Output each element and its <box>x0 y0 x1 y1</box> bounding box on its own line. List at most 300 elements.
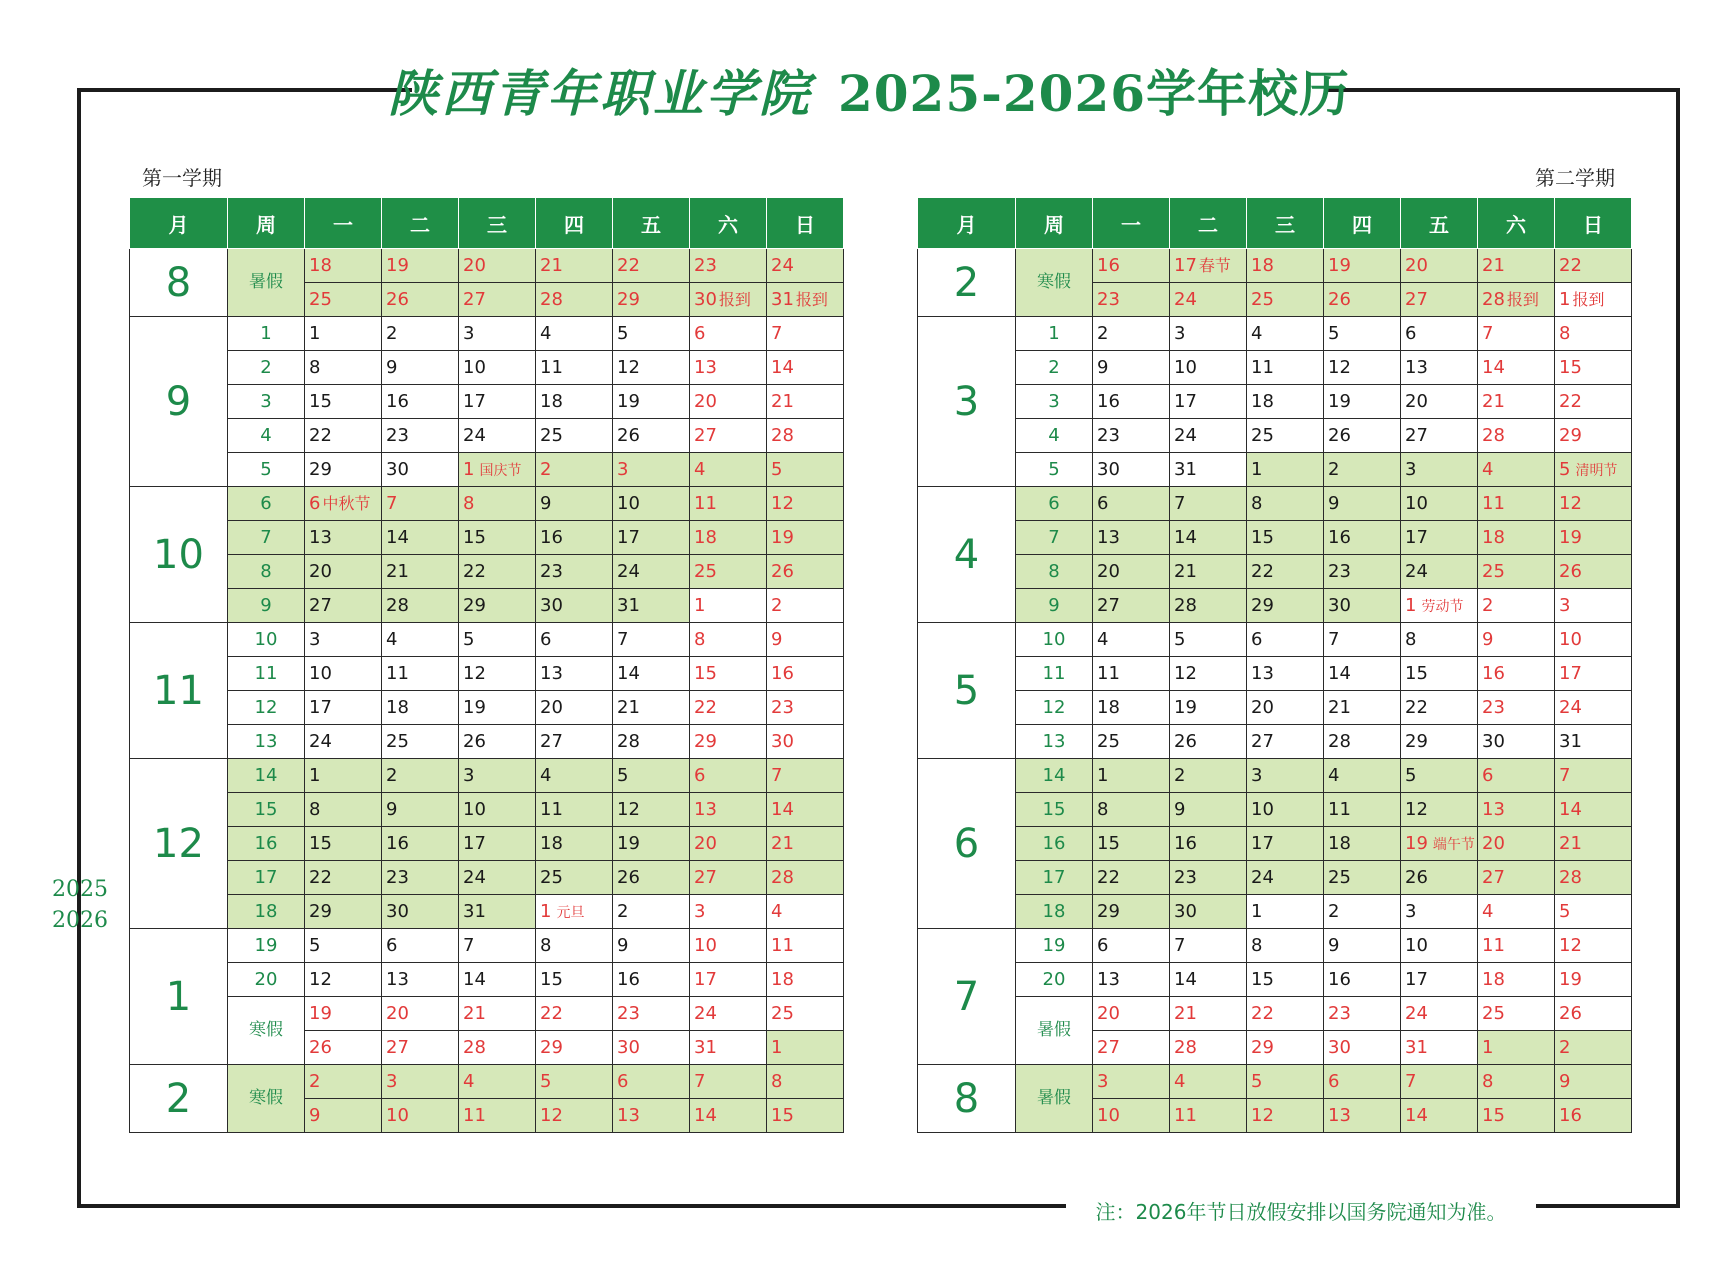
week-number: 9 <box>1016 589 1093 623</box>
day-number: 19 <box>771 526 794 548</box>
day-cell <box>459 1065 536 1099</box>
day-cell <box>305 963 382 997</box>
day-number: 4 <box>540 764 552 786</box>
day-cell <box>382 759 459 793</box>
week-row <box>130 997 844 1031</box>
day-cell <box>1170 1099 1247 1133</box>
day-cell <box>767 249 844 283</box>
day-number: 20 <box>309 560 332 582</box>
week-number: 11 <box>228 657 305 691</box>
day-cell <box>1247 487 1324 521</box>
day-number: 10 <box>617 492 640 514</box>
day-number: 1 <box>1251 458 1263 480</box>
day-number: 1 <box>1251 900 1263 922</box>
day-cell <box>767 589 844 623</box>
week-number: 19 <box>1016 929 1093 963</box>
day-number: 19 <box>617 832 640 854</box>
day-number: 26 <box>386 288 409 310</box>
day-cell <box>305 725 382 759</box>
day-cell <box>1555 555 1632 589</box>
header-row <box>130 198 844 249</box>
day-cell <box>459 963 536 997</box>
day-cell <box>1401 351 1478 385</box>
day-number: 10 <box>309 662 332 684</box>
day-cell <box>1478 793 1555 827</box>
week-row <box>130 759 844 793</box>
day-cell <box>382 623 459 657</box>
day-number: 27 <box>1097 594 1120 616</box>
week-row <box>918 929 1632 963</box>
day-number: 11 <box>1328 798 1351 820</box>
day-cell <box>459 1031 536 1065</box>
day-number: 31 <box>1559 730 1582 752</box>
day-cell <box>459 317 536 351</box>
school-name: 陕西青年职业学院 <box>387 64 812 123</box>
day-number: 26 <box>1328 288 1351 310</box>
day-number: 1 <box>540 900 552 922</box>
day-number: 21 <box>386 560 409 582</box>
break-label: 寒假 <box>1016 249 1093 317</box>
week-row <box>918 1065 1632 1099</box>
day-cell <box>1478 997 1555 1031</box>
day-cell <box>690 1031 767 1065</box>
day-number: 17 <box>1174 254 1197 276</box>
day-number: 22 <box>540 1002 563 1024</box>
day-number: 9 <box>1097 356 1109 378</box>
day-cell <box>1324 453 1401 487</box>
day-number: 16 <box>1328 526 1351 548</box>
week-row <box>918 861 1632 895</box>
day-cell <box>536 487 613 521</box>
day-number: 16 <box>1482 662 1505 684</box>
day-cell <box>536 317 613 351</box>
day-number: 10 <box>1405 492 1428 514</box>
day-cell <box>1401 759 1478 793</box>
day-number: 19 <box>1328 390 1351 412</box>
day-number: 20 <box>386 1002 409 1024</box>
week-number: 18 <box>228 895 305 929</box>
day-number: 2 <box>1174 764 1186 786</box>
day-cell <box>536 1065 613 1099</box>
header-cell: 月 <box>918 198 1016 249</box>
header-cell: 五 <box>613 198 690 249</box>
day-cell <box>767 317 844 351</box>
day-number: 31 <box>771 288 794 310</box>
day-cell <box>690 827 767 861</box>
day-number: 8 <box>540 934 552 956</box>
day-cell <box>690 283 767 317</box>
day-cell <box>1093 793 1170 827</box>
day-number: 26 <box>617 424 640 446</box>
day-number: 16 <box>1174 832 1197 854</box>
day-cell <box>767 759 844 793</box>
day-number: 8 <box>1482 1070 1494 1092</box>
day-cell <box>382 793 459 827</box>
day-cell <box>1401 555 1478 589</box>
day-cell <box>1247 555 1324 589</box>
day-number: 9 <box>1328 492 1340 514</box>
day-cell <box>690 385 767 419</box>
day-cell <box>767 657 844 691</box>
day-number: 20 <box>463 254 486 276</box>
day-number: 16 <box>617 968 640 990</box>
day-number: 11 <box>540 356 563 378</box>
day-note: 春节 <box>1198 255 1231 275</box>
week-row <box>130 385 844 419</box>
day-number: 23 <box>386 424 409 446</box>
day-cell <box>1170 1031 1247 1065</box>
day-number: 23 <box>1328 1002 1351 1024</box>
day-number: 26 <box>1559 1002 1582 1024</box>
week-row <box>918 419 1632 453</box>
day-number: 24 <box>1174 288 1197 310</box>
day-number: 7 <box>771 764 783 786</box>
week-number: 16 <box>228 827 305 861</box>
week-number: 16 <box>1016 827 1093 861</box>
day-number: 2 <box>386 322 398 344</box>
day-cell <box>536 759 613 793</box>
day-cell <box>613 1099 690 1133</box>
day-number: 22 <box>463 560 486 582</box>
day-cell <box>613 317 690 351</box>
day-cell <box>1324 317 1401 351</box>
day-cell <box>459 249 536 283</box>
day-cell <box>536 793 613 827</box>
day-cell <box>767 725 844 759</box>
day-number: 27 <box>1482 866 1505 888</box>
day-number: 28 <box>617 730 640 752</box>
week-row <box>130 249 844 283</box>
week-number: 15 <box>1016 793 1093 827</box>
week-number: 10 <box>1016 623 1093 657</box>
header-cell: 三 <box>1247 198 1324 249</box>
day-number: 31 <box>1405 1036 1428 1058</box>
day-cell <box>1555 589 1632 623</box>
day-number: 1 <box>1405 594 1417 616</box>
day-cell <box>767 895 844 929</box>
day-number: 22 <box>694 696 717 718</box>
day-number: 17 <box>1174 390 1197 412</box>
day-number: 18 <box>771 968 794 990</box>
day-cell <box>613 691 690 725</box>
day-number: 5 <box>1328 322 1340 344</box>
day-number: 6 <box>1097 934 1109 956</box>
day-cell <box>1324 691 1401 725</box>
day-cell <box>1478 1065 1555 1099</box>
header-cell: 六 <box>690 198 767 249</box>
day-cell <box>1247 929 1324 963</box>
day-cell <box>1093 249 1170 283</box>
day-number: 6 <box>1097 492 1109 514</box>
day-number: 29 <box>1251 594 1274 616</box>
day-cell <box>1324 589 1401 623</box>
day-cell <box>536 827 613 861</box>
day-number: 18 <box>1251 390 1274 412</box>
day-number: 2 <box>617 900 629 922</box>
day-number: 21 <box>617 696 640 718</box>
day-number: 21 <box>1174 1002 1197 1024</box>
day-number: 21 <box>771 390 794 412</box>
day-number: 24 <box>771 254 794 276</box>
day-number: 1 <box>463 458 475 480</box>
week-number: 3 <box>228 385 305 419</box>
day-number: 27 <box>309 594 332 616</box>
day-cell <box>1247 317 1324 351</box>
day-cell <box>690 861 767 895</box>
week-row <box>130 521 844 555</box>
day-cell <box>305 351 382 385</box>
day-cell <box>459 861 536 895</box>
title-text: 2025-2026学年校历 <box>837 64 1351 123</box>
day-number: 15 <box>540 968 563 990</box>
day-number: 11 <box>771 934 794 956</box>
month-cell: 10 <box>130 487 228 623</box>
day-number: 7 <box>1174 934 1186 956</box>
day-number: 25 <box>386 730 409 752</box>
day-cell <box>382 997 459 1031</box>
day-number: 21 <box>540 254 563 276</box>
day-number: 19 <box>463 696 486 718</box>
day-note: 元旦 <box>556 904 585 921</box>
day-cell <box>1401 1099 1478 1133</box>
day-cell <box>536 283 613 317</box>
day-number: 17 <box>463 832 486 854</box>
day-number: 11 <box>386 662 409 684</box>
side-year-end: 2026 <box>52 908 108 933</box>
week-row <box>130 895 844 929</box>
week-number: 14 <box>228 759 305 793</box>
day-cell <box>613 827 690 861</box>
day-number: 13 <box>1328 1104 1351 1126</box>
week-row <box>130 1065 844 1099</box>
footnote: 注：2026年节日放假安排以国务院通知为准。 <box>1066 1190 1536 1230</box>
day-number: 20 <box>1251 696 1274 718</box>
day-number: 19 <box>309 1002 332 1024</box>
day-cell <box>1401 1031 1478 1065</box>
day-cell <box>1247 691 1324 725</box>
day-cell <box>382 249 459 283</box>
day-cell <box>1247 895 1324 929</box>
day-number: 24 <box>463 424 486 446</box>
week-row <box>918 725 1632 759</box>
day-number: 31 <box>617 594 640 616</box>
day-cell <box>1170 623 1247 657</box>
day-cell <box>1324 963 1401 997</box>
day-cell <box>1401 793 1478 827</box>
day-cell <box>1478 419 1555 453</box>
day-number: 24 <box>463 866 486 888</box>
day-number: 6 <box>540 628 552 650</box>
day-cell <box>1324 1065 1401 1099</box>
day-number: 12 <box>1328 356 1351 378</box>
day-cell <box>613 895 690 929</box>
day-cell <box>690 691 767 725</box>
day-cell <box>1093 351 1170 385</box>
day-cell <box>613 1065 690 1099</box>
day-number: 6 <box>386 934 398 956</box>
day-cell <box>613 997 690 1031</box>
day-cell <box>536 351 613 385</box>
day-number: 23 <box>694 254 717 276</box>
month-cell: 5 <box>918 623 1016 759</box>
day-number: 12 <box>1174 662 1197 684</box>
day-number: 17 <box>1251 832 1274 854</box>
day-number: 8 <box>309 356 321 378</box>
day-number: 25 <box>1482 560 1505 582</box>
day-number: 5 <box>1405 764 1417 786</box>
day-number: 12 <box>617 356 640 378</box>
day-number: 26 <box>463 730 486 752</box>
day-number: 27 <box>694 424 717 446</box>
day-number: 28 <box>1174 1036 1197 1058</box>
day-cell <box>1247 453 1324 487</box>
day-number: 5 <box>540 1070 552 1092</box>
week-number: 2 <box>228 351 305 385</box>
day-number: 10 <box>463 356 486 378</box>
day-cell <box>305 1099 382 1133</box>
day-number: 19 <box>1405 832 1428 854</box>
day-cell <box>1555 1031 1632 1065</box>
day-number: 13 <box>694 798 717 820</box>
day-number: 29 <box>1559 424 1582 446</box>
day-cell <box>767 385 844 419</box>
day-number: 14 <box>1174 968 1197 990</box>
day-number: 27 <box>386 1036 409 1058</box>
day-number: 29 <box>1251 1036 1274 1058</box>
day-number: 18 <box>1328 832 1351 854</box>
day-cell <box>613 793 690 827</box>
day-cell <box>1324 997 1401 1031</box>
day-cell <box>1478 453 1555 487</box>
week-row <box>130 861 844 895</box>
week-number: 18 <box>1016 895 1093 929</box>
day-cell <box>459 521 536 555</box>
day-number: 2 <box>540 458 552 480</box>
day-number: 26 <box>617 866 640 888</box>
day-number: 7 <box>463 934 475 956</box>
day-number: 6 <box>1405 322 1417 344</box>
day-cell <box>1170 419 1247 453</box>
day-cell <box>613 623 690 657</box>
day-cell <box>305 453 382 487</box>
day-cell <box>459 419 536 453</box>
day-number: 15 <box>1251 968 1274 990</box>
day-cell <box>1170 725 1247 759</box>
day-cell <box>767 1099 844 1133</box>
day-number: 16 <box>1097 254 1120 276</box>
week-number: 11 <box>1016 657 1093 691</box>
day-cell <box>613 725 690 759</box>
day-number: 12 <box>309 968 332 990</box>
day-cell <box>1247 623 1324 657</box>
day-cell <box>1324 895 1401 929</box>
day-cell <box>536 589 613 623</box>
day-cell <box>767 827 844 861</box>
day-number: 10 <box>386 1104 409 1126</box>
day-cell <box>459 759 536 793</box>
day-number: 25 <box>1251 424 1274 446</box>
day-cell <box>305 589 382 623</box>
day-number: 12 <box>617 798 640 820</box>
week-number: 14 <box>1016 759 1093 793</box>
day-number: 19 <box>386 254 409 276</box>
day-cell <box>1555 1099 1632 1133</box>
day-cell <box>1324 861 1401 895</box>
day-cell <box>613 521 690 555</box>
day-number: 22 <box>1251 1002 1274 1024</box>
week-row <box>130 691 844 725</box>
day-cell <box>459 725 536 759</box>
day-number: 26 <box>1559 560 1582 582</box>
day-cell <box>1478 351 1555 385</box>
day-cell <box>459 623 536 657</box>
day-cell <box>767 963 844 997</box>
day-cell <box>382 555 459 589</box>
day-number: 6 <box>309 492 321 514</box>
day-number: 11 <box>1482 934 1505 956</box>
day-cell <box>1247 997 1324 1031</box>
day-number: 18 <box>1482 526 1505 548</box>
day-number: 7 <box>1405 1070 1417 1092</box>
day-cell <box>1478 283 1555 317</box>
day-cell <box>1170 1065 1247 1099</box>
day-number: 15 <box>309 832 332 854</box>
day-number: 8 <box>1097 798 1109 820</box>
week-number: 9 <box>228 589 305 623</box>
day-number: 25 <box>771 1002 794 1024</box>
day-number: 10 <box>1559 628 1582 650</box>
day-number: 4 <box>386 628 398 650</box>
day-cell <box>459 793 536 827</box>
day-cell <box>382 521 459 555</box>
day-number: 14 <box>463 968 486 990</box>
day-cell <box>1401 283 1478 317</box>
day-number: 12 <box>1559 934 1582 956</box>
day-number: 10 <box>1174 356 1197 378</box>
day-number: 24 <box>1174 424 1197 446</box>
day-cell <box>767 1065 844 1099</box>
day-cell <box>1247 385 1324 419</box>
day-cell <box>1324 555 1401 589</box>
day-cell <box>613 283 690 317</box>
week-number: 6 <box>228 487 305 521</box>
day-number: 2 <box>1097 322 1109 344</box>
day-number: 11 <box>463 1104 486 1126</box>
day-number: 3 <box>1174 322 1186 344</box>
day-cell <box>305 861 382 895</box>
week-row <box>918 997 1632 1031</box>
day-cell <box>1093 963 1170 997</box>
day-cell <box>1247 351 1324 385</box>
day-cell <box>382 827 459 861</box>
week-row <box>130 929 844 963</box>
week-number: 4 <box>1016 419 1093 453</box>
day-cell <box>1478 521 1555 555</box>
day-number: 9 <box>1328 934 1340 956</box>
day-cell <box>1478 725 1555 759</box>
day-cell <box>1170 521 1247 555</box>
day-number: 3 <box>386 1070 398 1092</box>
header-cell: 一 <box>305 198 382 249</box>
day-number: 9 <box>540 492 552 514</box>
day-cell <box>767 453 844 487</box>
day-cell <box>382 351 459 385</box>
week-number: 1 <box>228 317 305 351</box>
day-cell <box>1555 351 1632 385</box>
day-cell <box>459 1099 536 1133</box>
semester-2-calendar <box>917 197 1632 1133</box>
day-cell <box>767 997 844 1031</box>
